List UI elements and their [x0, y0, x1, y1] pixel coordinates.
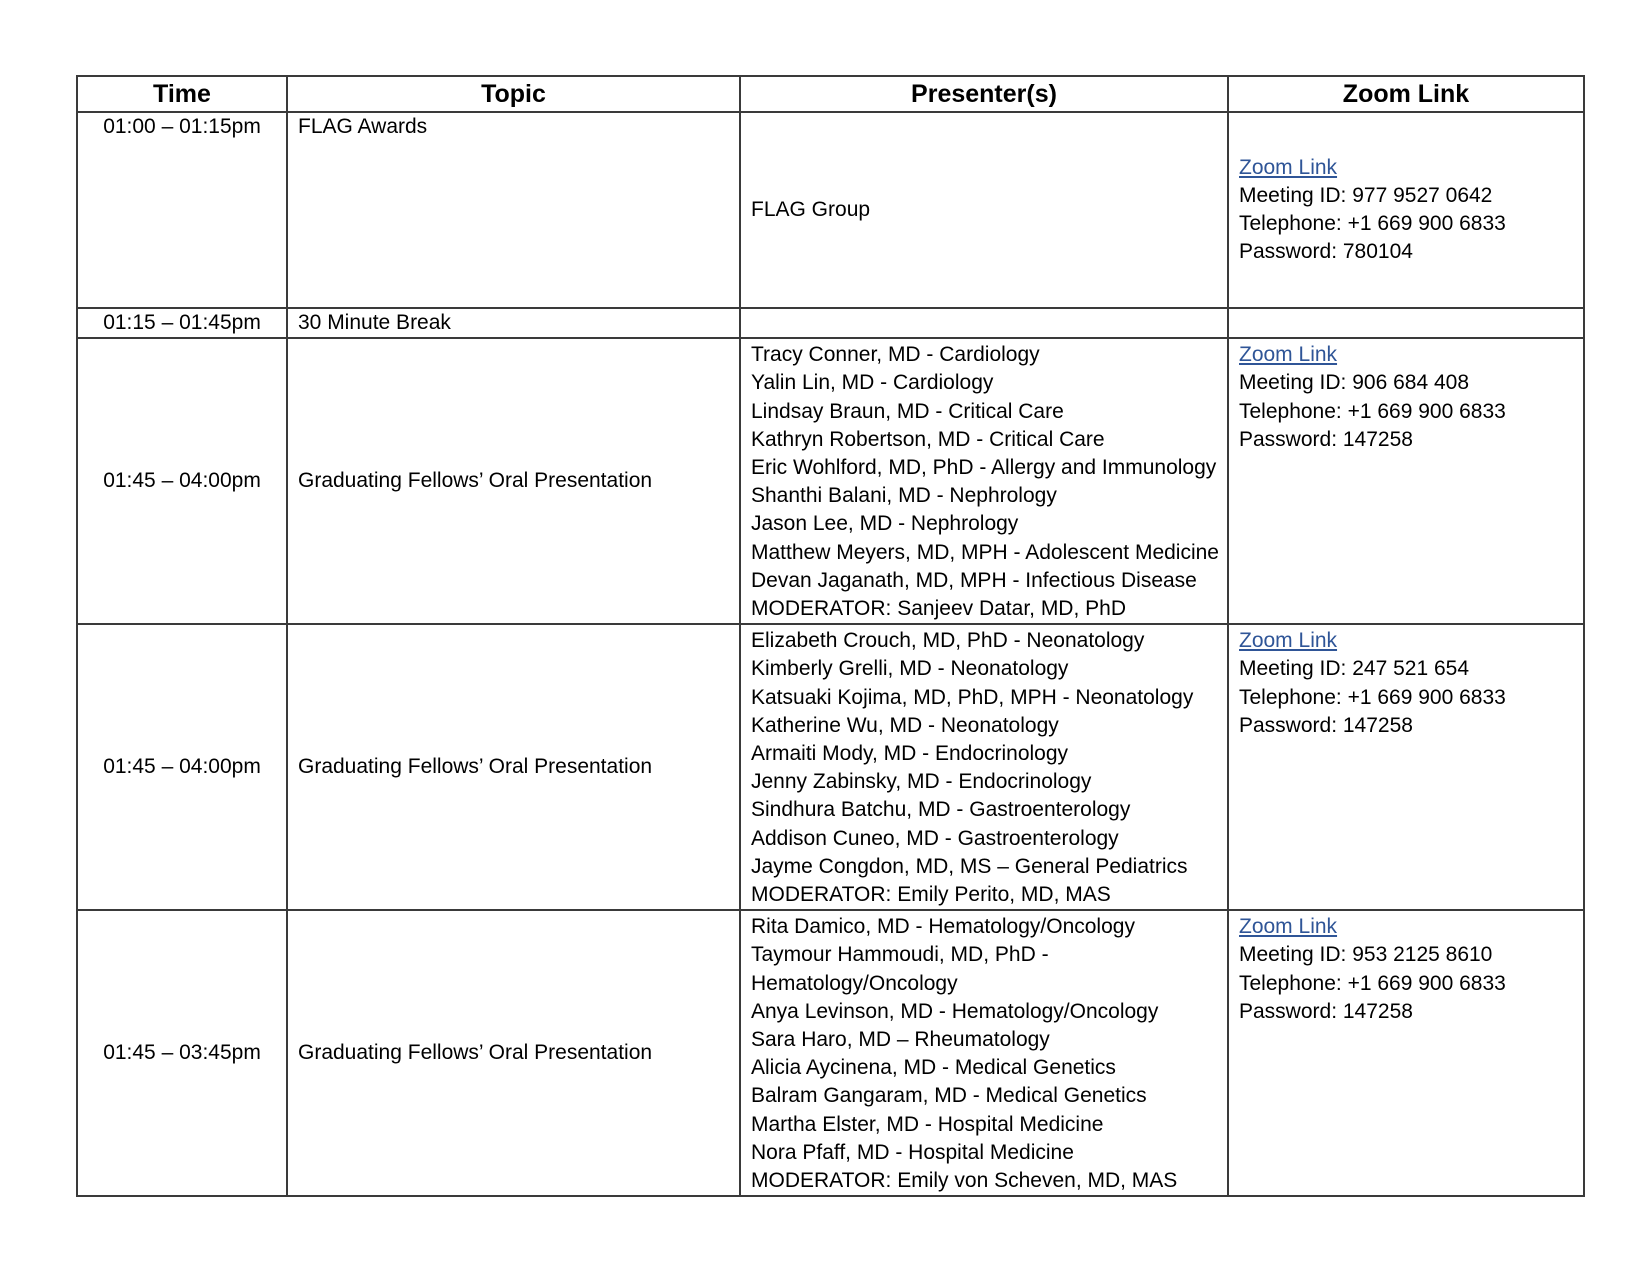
zoom-cell	[1228, 624, 1584, 910]
topic-cell: 30 Minute Break	[287, 308, 740, 338]
presenter-line: Eric Wohlford, MD, PhD - Allergy and Immunology	[751, 456, 1217, 480]
presenter-line: Balram Gangaram, MD - Medical Genetics	[751, 1084, 1147, 1108]
time-cell: 01:45 – 03:45pm	[77, 910, 287, 1196]
presenter-line: Hematology/Oncology	[751, 971, 958, 995]
presenters-cell	[740, 112, 1228, 308]
presenter-line: Sindhura Batchu, MD - Gastroenterology	[751, 798, 1131, 822]
presenter-line: Armaiti Mody, MD - Endocrinology	[751, 742, 1069, 766]
zoom-link[interactable]: Zoom Link	[1239, 915, 1338, 939]
presenters-cell	[740, 624, 1228, 910]
presenter-line: Jason Lee, MD - Nephrology	[751, 512, 1019, 536]
presenter-line: Jayme Congdon, MD, MS – General Pediatrics	[751, 854, 1188, 878]
meeting-id: Meeting ID: 977 9527 0642	[1239, 183, 1493, 207]
password: Password: 780104	[1239, 240, 1413, 264]
header-zoom-link: Zoom Link	[1228, 76, 1584, 112]
table-row	[77, 910, 1584, 1196]
presenter-line: Kimberly Grelli, MD - Neonatology	[751, 657, 1069, 681]
presenter-line: Katsuaki Kojima, MD, PhD, MPH - Neonatology	[751, 685, 1194, 709]
table-row	[77, 112, 1584, 308]
presenter-line: Martha Elster, MD - Hospital Medicine	[751, 1112, 1104, 1136]
telephone: Telephone: +1 669 900 6833	[1239, 971, 1506, 995]
time-cell: 01:45 – 04:00pm	[77, 624, 287, 910]
meeting-id: Meeting ID: 953 2125 8610	[1239, 943, 1493, 967]
header-row	[77, 76, 1584, 112]
presenter-line: FLAG Group	[751, 197, 871, 221]
presenter-line: Lindsay Braun, MD - Critical Care	[751, 399, 1064, 423]
topic-cell: Graduating Fellows’ Oral Presentation	[287, 338, 740, 624]
presenter-line: Jenny Zabinsky, MD - Endocrinology	[751, 770, 1092, 794]
moderator-line: MODERATOR: Emily von Scheven, MD, MAS	[751, 1169, 1178, 1193]
presenter-line: Devan Jaganath, MD, MPH - Infectious Disease	[751, 568, 1197, 592]
presenter-line: Addison Cuneo, MD - Gastroenterology	[751, 826, 1119, 850]
presenter-line: Anya Levinson, MD - Hematology/Oncology	[751, 999, 1159, 1023]
zoom-link[interactable]: Zoom Link	[1239, 343, 1338, 367]
telephone: Telephone: +1 669 900 6833	[1239, 212, 1506, 235]
topic-cell: Graduating Fellows’ Oral Presentation	[287, 910, 740, 1196]
presenter-line: Kathryn Robertson, MD - Critical Care	[751, 427, 1105, 451]
zoom-link[interactable]: Zoom Link	[1239, 155, 1338, 179]
presenter-line: Nora Pfaff, MD - Hospital Medicine	[751, 1140, 1074, 1164]
presenter-line: Rita Damico, MD - Hematology/Oncology	[751, 915, 1135, 939]
telephone: Telephone: +1 669 900 6833	[1239, 399, 1506, 423]
presenter-line: Tracy Conner, MD - Cardiology	[751, 343, 1040, 367]
presenter-line: Elizabeth Crouch, MD, PhD - Neonatology	[751, 629, 1145, 653]
password: Password: 147258	[1239, 713, 1413, 737]
meeting-id: Meeting ID: 247 521 654	[1239, 657, 1469, 681]
time-cell: 01:45 – 04:00pm	[77, 338, 287, 624]
topic-cell: FLAG Awards	[287, 112, 740, 308]
presenter-line: Taymour Hammoudi, MD, PhD -	[751, 943, 1049, 967]
header-topic: Topic	[287, 76, 740, 112]
meeting-id: Meeting ID: 906 684 408	[1239, 371, 1469, 395]
header-time: Time	[77, 76, 287, 112]
moderator-line: MODERATOR: Emily Perito, MD, MAS	[751, 883, 1111, 907]
telephone: Telephone: +1 669 900 6833	[1239, 685, 1506, 709]
presenter-line: Shanthi Balani, MD - Nephrology	[751, 484, 1057, 508]
presenter-line: Alicia Aycinena, MD - Medical Genetics	[751, 1056, 1116, 1080]
schedule-table	[76, 75, 1585, 1197]
time-cell: 01:00 – 01:15pm	[77, 112, 287, 308]
password: Password: 147258	[1239, 427, 1413, 451]
zoom-cell	[1228, 338, 1584, 624]
presenter-line: Matthew Meyers, MD, MPH - Adolescent Medicine	[751, 540, 1219, 564]
presenter-line: Yalin Lin, MD - Cardiology	[751, 371, 994, 395]
moderator-line: MODERATOR: Sanjeev Datar, MD, PhD	[751, 597, 1126, 621]
password: Password: 147258	[1239, 999, 1413, 1023]
topic-cell: Graduating Fellows’ Oral Presentation	[287, 624, 740, 910]
zoom-cell	[1228, 910, 1584, 1196]
zoom-link[interactable]: Zoom Link	[1239, 629, 1338, 653]
presenters-cell	[740, 338, 1228, 624]
presenter-line: Sara Haro, MD – Rheumatology	[751, 1028, 1050, 1052]
header-presenters: Presenter(s)	[740, 76, 1228, 112]
presenters-cell	[740, 910, 1228, 1196]
table-row	[77, 338, 1584, 624]
table-row	[77, 308, 1584, 338]
presenter-line: Katherine Wu, MD - Neonatology	[751, 713, 1059, 737]
time-cell: 01:15 – 01:45pm	[77, 308, 287, 338]
presenters-cell	[740, 308, 1228, 338]
zoom-cell	[1228, 112, 1584, 308]
zoom-cell	[1228, 308, 1584, 338]
table-row	[77, 624, 1584, 910]
